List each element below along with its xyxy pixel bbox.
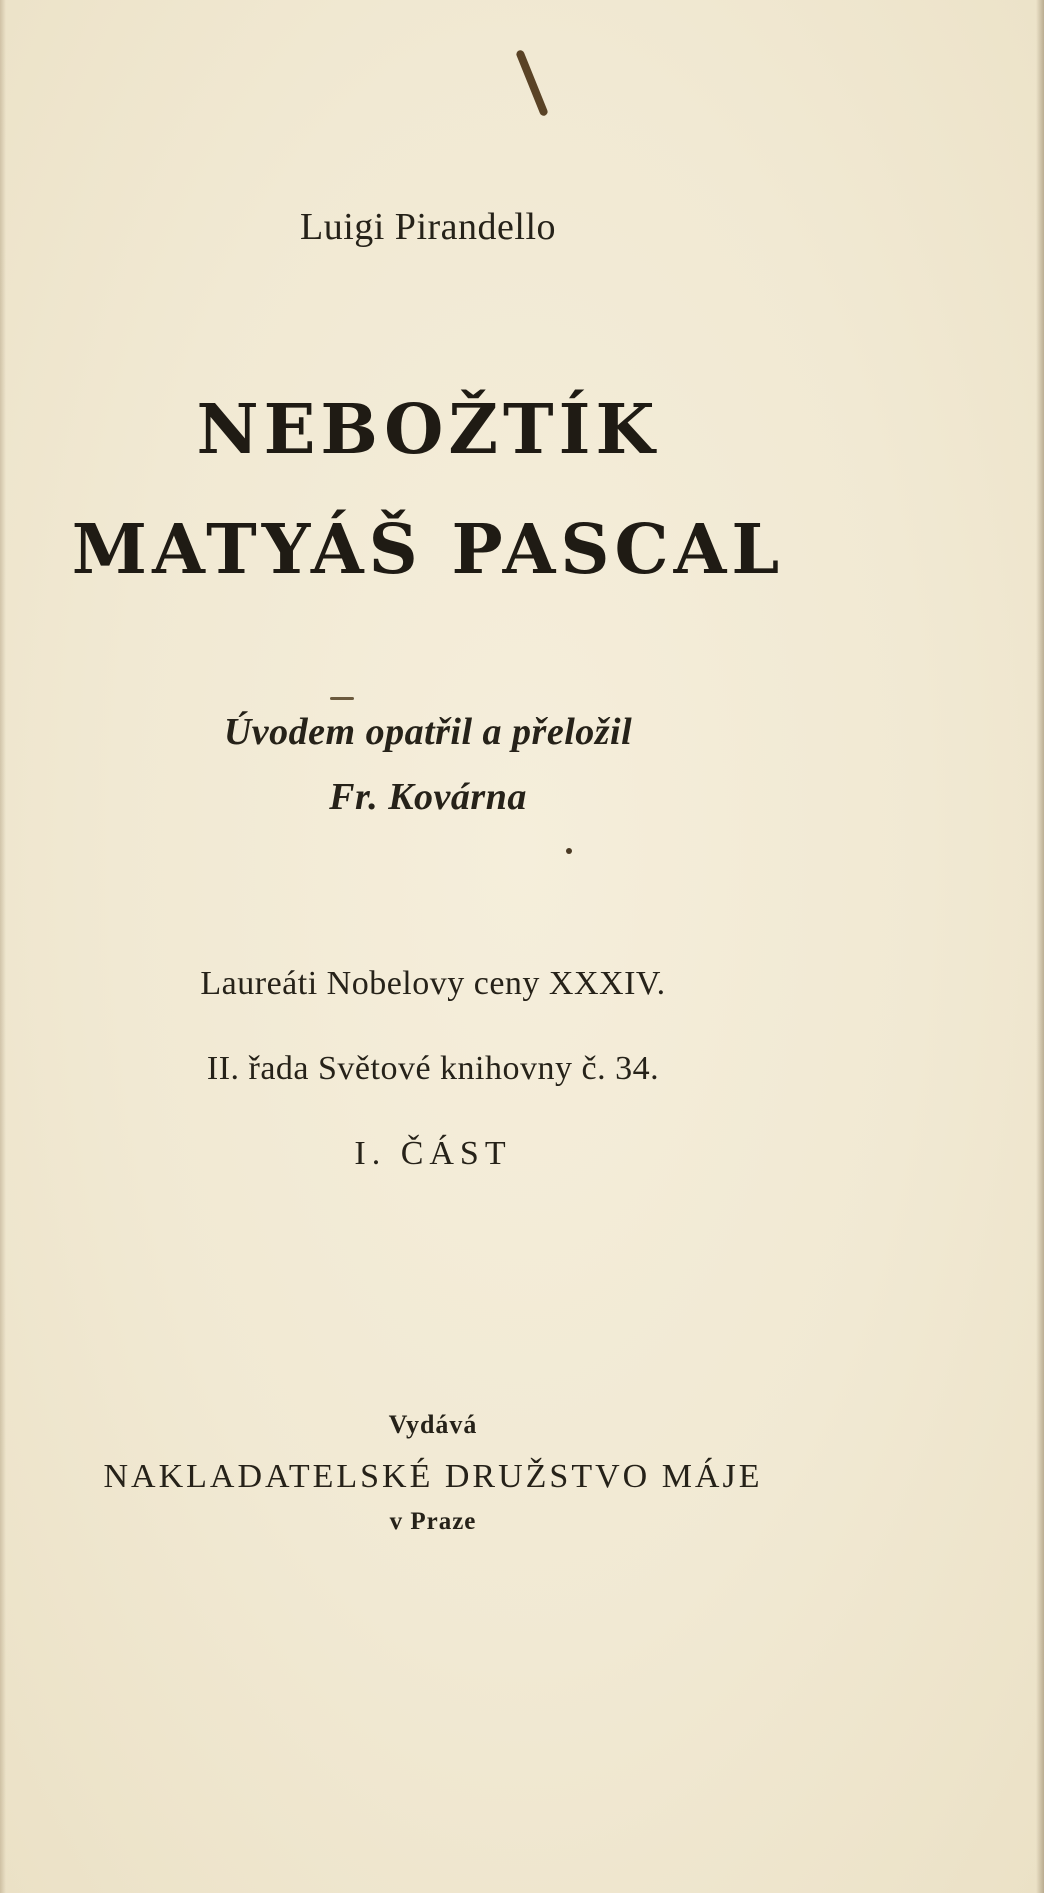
ink-mark [515, 49, 549, 117]
part-number: I. ČÁST [354, 1135, 512, 1172]
paper-speck [566, 848, 572, 854]
series-world-library: II. řada Světové knihovny č. 34. [206, 1050, 660, 1087]
paper-speck [330, 697, 354, 700]
publisher-city: v Praze [389, 1508, 477, 1535]
author-name: Luigi Pirandello [299, 206, 557, 248]
translator-name: Fr. Kovárna [329, 776, 527, 818]
publisher-label: Vydává [388, 1410, 478, 1439]
series-nobel: Laureáti Nobelovy ceny XXXIV. [200, 965, 666, 1002]
publisher-name: NAKLADATELSKÉ DRUŽSTVO MÁJE [103, 1458, 763, 1495]
book-title-line-1: NEBOŽTÍK [196, 390, 660, 470]
page-edge-right [1036, 0, 1044, 1893]
translator-credit: Úvodem opatřil a přeložil [223, 711, 633, 753]
page-edge-left [0, 0, 6, 1893]
book-title-line-2: MATYÁŠ PASCAL [71, 510, 785, 590]
